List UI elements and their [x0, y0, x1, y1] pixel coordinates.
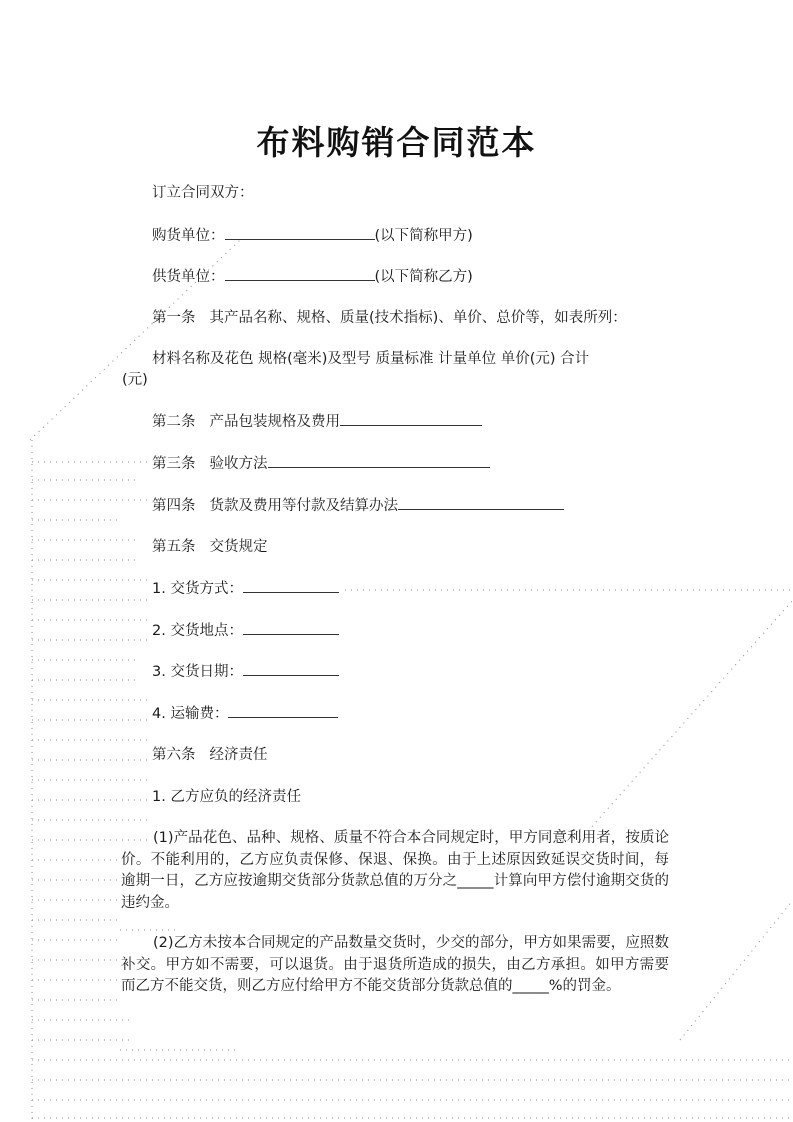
- delivery-place-blank[interactable]: [243, 620, 339, 635]
- buyer-name-blank[interactable]: [225, 225, 375, 240]
- article-5-text: 交货规定: [209, 539, 268, 555]
- buyer-suffix: (以下简称甲方): [374, 228, 473, 244]
- clause-2: (2)乙方未按本合同规定的产品数量交货时，少交的部分，甲方如果需要，应照数补交。甲方如不需要，可以退货。由于退货所造成的损失，由乙方承担。如甲方需要而乙方不能交货，则乙方应付给甲方不能交货部分货款总值的_____%的罚金。: [121, 935, 669, 994]
- freight-line: [152, 703, 338, 725]
- buyer-label: 购货单位：: [152, 228, 225, 244]
- inspection-blank[interactable]: [268, 453, 490, 468]
- seller-suffix: (以下简称乙方): [374, 269, 473, 285]
- table-header-line-2: (元): [122, 372, 148, 388]
- delivery-method-blank[interactable]: [243, 578, 339, 593]
- delivery-method-label: 1. 交货方式：: [152, 581, 243, 597]
- delivery-date-blank[interactable]: [243, 661, 339, 676]
- article-3-text: 验收方法: [209, 456, 268, 472]
- article-6-label: 第六条: [152, 747, 196, 763]
- seller-name-blank[interactable]: [225, 266, 375, 281]
- page-title: 布料购销合同范本: [256, 123, 537, 162]
- article-4-label: 第四条: [152, 498, 196, 514]
- article-5-label: 第五条: [152, 539, 196, 555]
- article-3: [152, 453, 490, 475]
- article-2: [152, 411, 482, 433]
- seller-label: 供货单位：: [152, 269, 225, 285]
- clause-1: (1)产品花色、品种、规格、质量不符合本合同规定时，甲方同意利用者，按质论价。不能利用的，乙方应负责保修、保退、保换。由于上述原因致延误交货时间，每逾期一日，乙方应按逾期交货部分货款总值的万分之_____计算向甲方偿付逾期交货的违约金。: [121, 830, 669, 911]
- article-5: [152, 537, 268, 558]
- article-2-text: 产品包装规格及费用: [209, 414, 340, 430]
- article-6: [152, 745, 268, 766]
- buyer-line: [152, 225, 473, 247]
- article-1: [152, 308, 627, 329]
- article-2-label: 第二条: [152, 414, 196, 430]
- packaging-blank[interactable]: [340, 411, 482, 426]
- article-6-text: 经济责任: [209, 747, 268, 763]
- article-1-text: 其产品名称、规格、质量(技术指标)、单价、总价等，如表所列：: [209, 310, 627, 326]
- article-1-label: 第一条: [152, 310, 196, 326]
- freight-label: 4. 运输费：: [152, 706, 229, 722]
- seller-liability-heading: 1. 乙方应负的经济责任: [152, 789, 301, 805]
- article-4: [152, 495, 564, 517]
- delivery-place-label: 2. 交货地点：: [152, 623, 243, 639]
- delivery-method-line: [152, 578, 339, 600]
- article-4-text: 货款及费用等付款及结算办法: [209, 498, 398, 514]
- table-header-line-1: 材料名称及花色 规格(毫米)及型号 质量标准 计量单位 单价(元) 合计: [152, 351, 590, 367]
- delivery-place-line: [152, 620, 339, 642]
- freight-blank[interactable]: [228, 703, 338, 718]
- seller-line: [152, 266, 473, 288]
- delivery-date-label: 3. 交货日期：: [152, 664, 243, 680]
- parties-intro: 订立合同双方：: [152, 185, 254, 201]
- delivery-date-line: [152, 661, 339, 683]
- payment-blank[interactable]: [398, 495, 564, 510]
- article-3-label: 第三条: [152, 456, 196, 472]
